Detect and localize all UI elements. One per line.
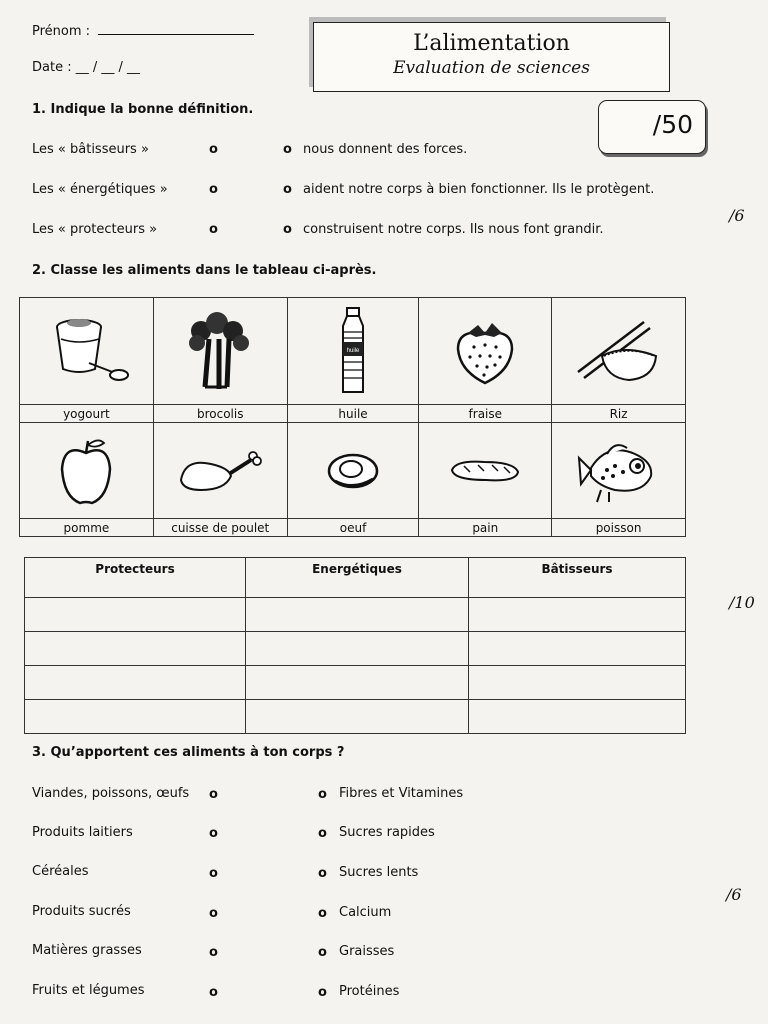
total-score-box xyxy=(598,100,706,154)
q3-right-dot-5[interactable]: o xyxy=(318,945,327,960)
column-header-protecteurs: Protecteurs xyxy=(25,558,246,598)
q3-score: /6 xyxy=(726,885,742,904)
q1-right-dot-2[interactable]: o xyxy=(283,182,292,197)
q3-right-6: Protéines xyxy=(339,984,400,999)
q1-score: /6 xyxy=(729,206,745,225)
q1-right-1: nous donnent des forces. xyxy=(303,142,468,157)
q1-left-dot-2[interactable]: o xyxy=(209,182,218,197)
table-cell[interactable] xyxy=(246,598,469,632)
table-cell[interactable] xyxy=(246,632,469,666)
q1-right-dot-3[interactable]: o xyxy=(283,222,292,237)
q1-left-dot-3[interactable]: o xyxy=(209,222,218,237)
table-cell[interactable] xyxy=(246,666,469,700)
rice-bowl-icon xyxy=(574,316,664,386)
q3-left-dot-4[interactable]: o xyxy=(209,906,218,921)
q3-title: 3. Qu’apportent ces aliments à ton corps ? xyxy=(32,745,345,760)
food-image-huile xyxy=(287,298,419,405)
classification-table xyxy=(24,557,686,734)
food-label-oeuf: oeuf xyxy=(287,519,419,537)
q3-left-1: Viandes, poissons, œufs xyxy=(32,786,190,801)
food-label-yogourt: yogourt xyxy=(20,405,154,423)
q2-score: /10 xyxy=(729,593,755,612)
table-cell[interactable] xyxy=(469,666,686,700)
title-box xyxy=(313,22,670,92)
strawberry-icon xyxy=(450,315,520,387)
q3-right-dot-1[interactable]: o xyxy=(318,787,327,802)
food-image-cuisse-de-poulet xyxy=(153,423,287,519)
oil-bottle-icon xyxy=(323,306,383,396)
date-label[interactable]: Date : __ / __ / __ xyxy=(32,60,141,75)
food-image-poisson xyxy=(552,423,686,519)
q3-left-3: Céréales xyxy=(32,864,89,879)
q3-right-2: Sucres rapides xyxy=(339,825,435,840)
q1-left-dot-1[interactable]: o xyxy=(209,142,218,157)
q1-left-1: Les « bâtisseurs » xyxy=(32,142,149,157)
q1-left-2: Les « énergétiques » xyxy=(32,182,168,197)
q3-right-3: Sucres lents xyxy=(339,865,419,880)
q1-right-2: aident notre corps à bien fonctionner. Ils le protègent. xyxy=(303,182,655,197)
fish-icon xyxy=(577,436,661,506)
page-subtitle: Evaluation de sciences xyxy=(393,58,590,78)
q3-left-2: Produits laitiers xyxy=(32,825,133,840)
total-score: /50 xyxy=(652,110,693,139)
food-image-yogourt xyxy=(20,298,154,405)
q3-right-1: Fibres et Vitamines xyxy=(339,786,464,801)
food-image-fraise xyxy=(419,298,552,405)
food-label-cuisse-de-poulet: cuisse de poulet xyxy=(153,519,287,537)
food-image-pomme xyxy=(20,423,154,519)
q3-right-dot-2[interactable]: o xyxy=(318,826,327,841)
table-cell[interactable] xyxy=(25,632,246,666)
q1-right-3: construisent notre corps. Ils nous font grandir. xyxy=(303,222,604,237)
q2-title: 2. Classe les aliments dans le tableau ci-après. xyxy=(32,263,377,278)
food-label-pain: pain xyxy=(419,519,552,537)
q3-right-dot-3[interactable]: o xyxy=(318,866,327,881)
table-cell[interactable] xyxy=(469,598,686,632)
q3-right-dot-4[interactable]: o xyxy=(318,906,327,921)
q3-right-4: Calcium xyxy=(339,905,392,920)
q3-left-5: Matières grasses xyxy=(32,943,142,958)
column-header-batisseurs: Bâtisseurs xyxy=(469,558,686,598)
prenom-field[interactable] xyxy=(32,24,254,39)
chicken-leg-icon xyxy=(175,446,265,496)
prenom-line[interactable] xyxy=(98,34,254,35)
food-label-huile: huile xyxy=(287,405,419,423)
food-image-riz xyxy=(552,298,686,405)
yogurt-icon xyxy=(41,311,131,391)
q1-left-3: Les « protecteurs » xyxy=(32,222,158,237)
apple-icon xyxy=(56,435,116,507)
q3-left-dot-1[interactable]: o xyxy=(209,787,218,802)
q3-left-dot-3[interactable]: o xyxy=(209,866,218,881)
q3-left-4: Produits sucrés xyxy=(32,904,131,919)
oil-bottle-label: huile xyxy=(346,348,360,354)
page-title: L’alimentation xyxy=(413,31,570,56)
egg-icon xyxy=(323,449,383,493)
q3-left-dot-6[interactable]: o xyxy=(209,985,218,1000)
food-label-poisson: poisson xyxy=(552,519,686,537)
table-cell[interactable] xyxy=(246,700,469,734)
broccoli-icon xyxy=(175,309,265,393)
food-image-pain xyxy=(419,423,552,519)
table-cell[interactable] xyxy=(25,598,246,632)
table-cell[interactable] xyxy=(469,700,686,734)
table-cell[interactable] xyxy=(469,632,686,666)
q3-left-6: Fruits et légumes xyxy=(32,983,145,998)
table-cell[interactable] xyxy=(25,700,246,734)
q1-title: 1. Indique la bonne définition. xyxy=(32,102,254,117)
food-label-riz: Riz xyxy=(552,405,686,423)
q3-right-dot-6[interactable]: o xyxy=(318,985,327,1000)
food-label-pomme: pomme xyxy=(20,519,154,537)
food-image-brocolis xyxy=(153,298,287,405)
food-label-fraise: fraise xyxy=(419,405,552,423)
prenom-label: Prénom : xyxy=(32,24,91,39)
q3-left-dot-2[interactable]: o xyxy=(209,826,218,841)
q1-right-dot-1[interactable]: o xyxy=(283,142,292,157)
food-image-oeuf xyxy=(287,423,419,519)
bread-icon xyxy=(448,456,522,486)
table-cell[interactable] xyxy=(25,666,246,700)
q3-right-5: Graisses xyxy=(339,944,395,959)
foods-grid xyxy=(19,297,686,537)
food-label-brocolis: brocolis xyxy=(153,405,287,423)
q3-left-dot-5[interactable]: o xyxy=(209,945,218,960)
column-header-energetiques: Energétiques xyxy=(246,558,469,598)
